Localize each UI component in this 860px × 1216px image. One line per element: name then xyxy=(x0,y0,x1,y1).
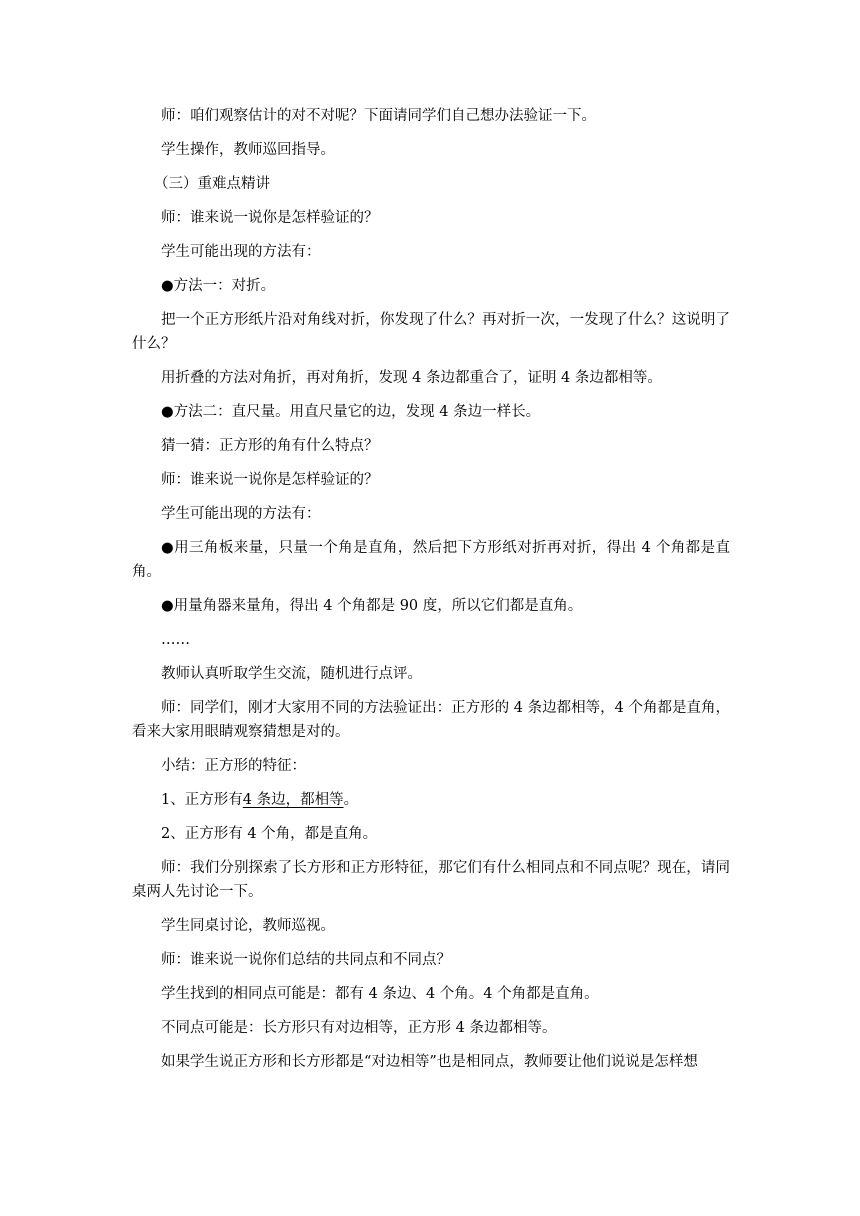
paragraph: 不同点可能是：长方形只有对边相等，正方形 4 条边都相等。 xyxy=(161,1020,557,1036)
paragraph: 师：同学们，刚才大家用不同的方法验证出：正方形的 4 条边都相等，4 个角都是直角，看来大家用眼睛观察猜想是对的。 xyxy=(132,700,730,740)
summary-item-1-prefix: 1、正方形有 xyxy=(161,792,243,808)
paragraph: 学生操作，教师巡回指导。 xyxy=(161,142,335,158)
paragraph: 学生可能出现的方法有： xyxy=(161,506,321,522)
summary-item-1-suffix: 。 xyxy=(343,792,359,808)
paragraph: 学生同桌讨论，教师巡视。 xyxy=(161,918,335,934)
paragraph: 教师认真听取学生交流，随机进行点评。 xyxy=(161,666,422,682)
paragraph: 如果学生说正方形和长方形都是“对边相等”也是相同点，教师要让他们说说是怎样想 xyxy=(161,1054,698,1070)
paragraph: 师：谁来说一说你是怎样验证的？ xyxy=(161,472,379,488)
section-heading: （三）重难点精讲 xyxy=(154,176,270,192)
summary-item-1-underlined: 4 条边，都相等 xyxy=(242,792,344,808)
paragraph: 学生找到的相同点可能是：都有 4 条边、4 个角。4 个角都是直角。 xyxy=(161,986,599,1002)
paragraph: 师：咱们观察估计的对不对呢？下面请同学们自己想办法验证一下。 xyxy=(161,108,596,124)
bullet-paragraph: ●方法一：对折。 xyxy=(161,278,276,294)
paragraph: 把一个正方形纸片沿对角线对折，你发现了什么？再对折一次，一发现了什么？这说明了什么？ xyxy=(132,312,730,352)
paragraph: 猜一猜：正方形的角有什么特点？ xyxy=(161,438,379,454)
ellipsis-line: …… xyxy=(161,632,190,648)
document-page xyxy=(132,104,730,1084)
paragraph: 师：谁来说一说你们总结的共同点和不同点？ xyxy=(161,952,451,968)
paragraph: 学生可能出现的方法有： xyxy=(161,244,321,260)
summary-item-1 xyxy=(132,788,730,812)
paragraph: 师：我们分别探索了长方形和正方形特征，那它们有什么相同点和不同点呢？现在，请同桌两人先讨论一下。 xyxy=(132,860,730,900)
summary-item-2: 2、正方形有 4 个角，都是直角。 xyxy=(161,826,378,842)
bullet-paragraph: ●用量角器来量角，得出 4 个角都是 90 度，所以它们都是直角。 xyxy=(161,598,583,614)
paragraph: 用折叠的方法对角折，再对角折，发现 4 条边都重合了，证明 4 条边都相等。 xyxy=(161,370,662,386)
bullet-paragraph: ●用三角板来量，只量一个角是直角，然后把下方形纸对折再对折，得出 4 个角都是直角。 xyxy=(132,540,730,580)
summary-heading: 小结：正方形的特征： xyxy=(161,758,306,774)
paragraph: 师：谁来说一说你是怎样验证的？ xyxy=(161,210,379,226)
bullet-paragraph: ●方法二：直尺量。用直尺量它的边，发现 4 条边一样长。 xyxy=(161,404,541,420)
